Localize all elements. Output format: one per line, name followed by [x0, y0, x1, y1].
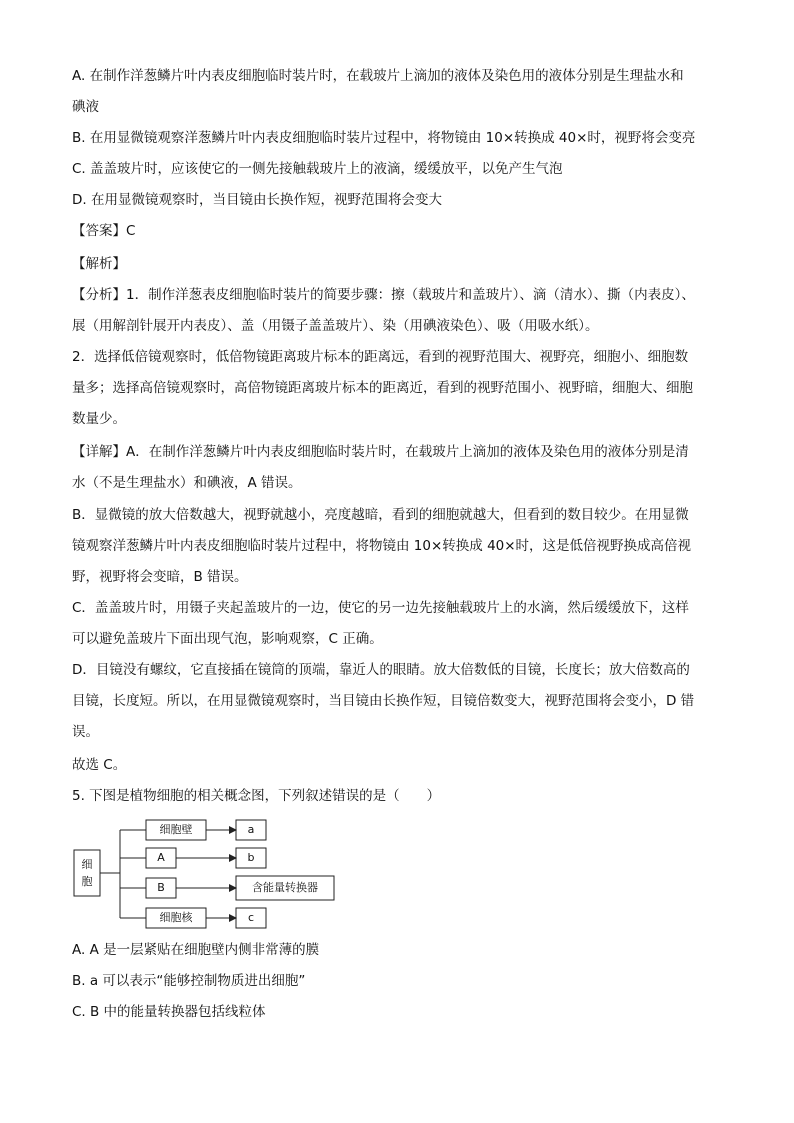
option-C: C. B 中的能量转换器包括线粒体	[72, 1004, 266, 1020]
label-A: A	[157, 851, 165, 864]
analysis-heading: 【解析】	[72, 256, 126, 272]
line-4: D. 在用显微镜观察时，当目镜由长换作短，视野范围将会变大	[72, 192, 442, 208]
label-a: a	[247, 823, 255, 836]
label-B: B	[157, 881, 165, 894]
root-label: 细 胞	[81, 858, 93, 888]
line-11: 数量少。	[72, 411, 126, 427]
label-c: c	[247, 911, 255, 924]
line-17: C．盖盖玻片时，用镊子夹起盖玻片的一边，使它的另一边先接触载玻片上的水滴，然后缓缓放下，这样	[72, 600, 689, 616]
option-A: A. A 是一层紧贴在细胞壁内侧非常薄的膜	[72, 942, 320, 958]
label-energy-converter: 含能量转换器	[252, 881, 318, 894]
line-12: 【详解】A．在制作洋葱鳞片叶内表皮细胞临时装片时，在载玻片上滴加的液体及染色用的液体分别是清	[72, 444, 689, 460]
option-B: B. a 可以表示“能够控制物质进出细胞”	[72, 973, 306, 989]
line-14: B．显微镜的放大倍数越大，视野就越小，亮度越暗，看到的细胞就越大，但看到的数目较少。在用显微	[72, 507, 689, 523]
cell-concept-diagram	[72, 812, 372, 936]
line-8: 展（用解剖针展开内表皮）、盖（用镊子盖盖玻片）、染（用碘液染色）、吸（用吸水纸）。	[72, 318, 599, 334]
line-19: D．目镜没有螺纹，它直接插在镜筒的顶端，靠近人的眼睛。放大倍数低的目镜，长度长；放大倍数高的	[72, 662, 690, 678]
label-b: b	[247, 851, 255, 864]
label-nucleus: 细胞核	[159, 911, 193, 924]
label-cell-wall: 细胞壁	[159, 823, 193, 836]
answer-line: 【答案】C	[72, 223, 136, 239]
line-0: A. 在制作洋葱鳞片叶内表皮细胞临时装片时，在载玻片上滴加的液体及染色用的液体分别是生理盐水和	[72, 68, 684, 84]
line-20: 目镜，长度短。所以，在用显微镜观察时，当目镜由长换作短，目镜倍数变大，视野范围将会变小，D 错	[72, 693, 695, 709]
line-18: 可以避免盖玻片下面出现气泡，影响观察，C 正确。	[72, 631, 383, 647]
line-22: 故选 C。	[72, 757, 127, 773]
line-9: 2．选择低倍镜观察时，低倍物镜距离玻片标本的距离远，看到的视野范围大、视野亮，细胞小、细胞数	[72, 349, 689, 365]
line-7: 【分析】1．制作洋葱表皮细胞临时装片的简要步骤：擦（载玻片和盖玻片）、滴（清水）、撕（内表皮）、	[72, 287, 695, 303]
line-10: 量多；选择高倍镜观察时，高倍物镜距离玻片标本的距离近，看到的视野范围小、视野暗，细胞大、细胞	[72, 380, 693, 396]
line-1: 碘液	[72, 99, 99, 115]
diagram-lines	[72, 812, 372, 936]
line-2: B. 在用显微镜观察洋葱鳞片叶内表皮细胞临时装片过程中，将物镜由 10×转换成 40×时，视野将会变亮	[72, 130, 696, 146]
line-3: C. 盖盖玻片时，应该使它的一侧先接触载玻片上的液滴，缓缓放平，以免产生气泡	[72, 161, 563, 177]
question-5-stem: 5. 下图是植物细胞的相关概念图，下列叙述错误的是（ ）	[72, 788, 441, 804]
line-16: 野，视野将会变暗，B 错误。	[72, 569, 248, 585]
line-13: 水（不是生理盐水）和碘液，A 错误。	[72, 475, 302, 491]
line-15: 镜观察洋葱鳞片叶内表皮细胞临时装片过程中，将物镜由 10×转换成 40×时，这是低倍视野换成高倍视	[72, 538, 692, 554]
line-21: 误。	[72, 724, 99, 740]
